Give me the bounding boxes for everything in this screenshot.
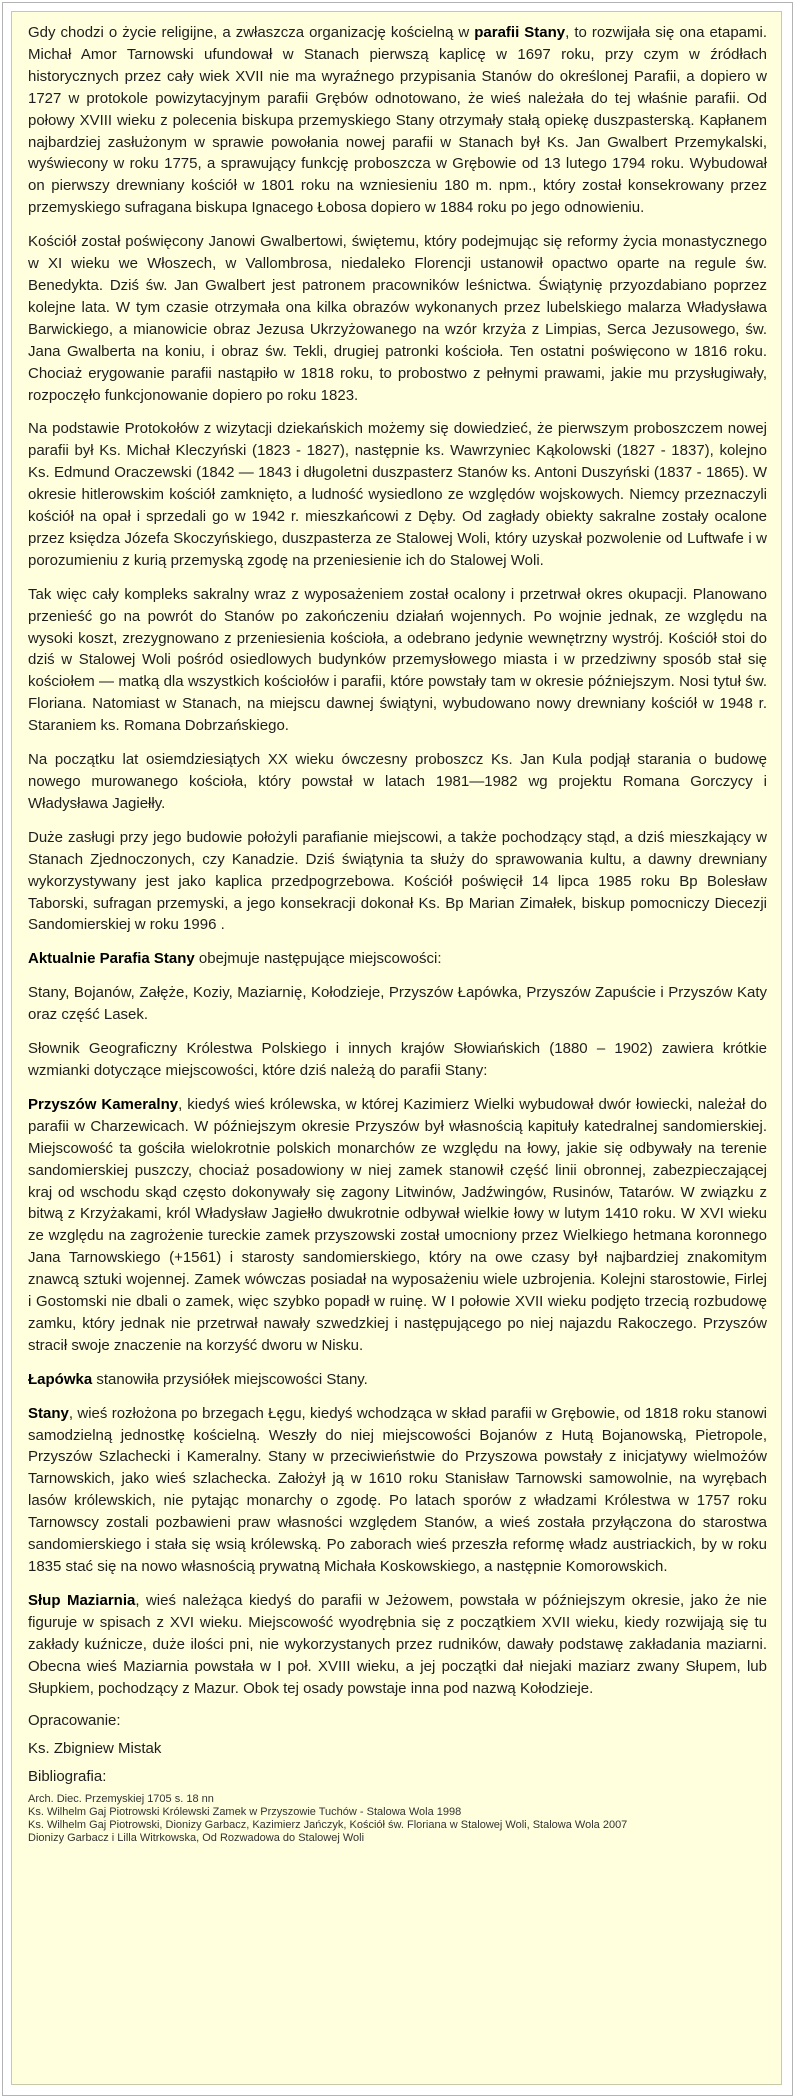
paragraph-localities: Stany, Bojanów, Załęże, Koziy, Maziarnię, Kołodzieje, Przyszów Łapówka, Przyszów Zapuście i Przyszów Katy oraz część Lasek. bbox=[28, 984, 767, 1024]
parish-name-highlight: parafii Stany bbox=[474, 24, 566, 41]
locality-heading-maziarnia: Słup Maziarnia bbox=[28, 1591, 136, 1609]
locality-heading-przyszow: Przyszów Kameralny bbox=[28, 1095, 179, 1113]
paragraph-church-patron: Kościół został poświęcony Janowi Gwalbertowi, świętemu, który podejmując się reformy życia monastycznego w XI wieku we Włoszech, w Vallombrosa, niedaleko Florencji ustanowił opactwo oparte na regule św. Benedykta. Dziś św. Jan Gwalbert jest patronem pracowników leśnictwa. Świątynię przyozdabiano poprzez kolejne lata. W tym czasie otrzymała ona kilka obrazów wykonanych przez lubelskiego malarza Władysława Barwickiego, a mianowicie obraz Jezusa Ukrzyżowanego na wzór krzyża z Limpias, Serca Jezusowego, św. Jana Gwalberta na koniu, i obraz św. Tekli, drugiej patronki kościoła. Ten ostatni poświęcono w 1816 roku. Chociaż erygowanie parafii nastąpiło w 1818 roku, to probostwo z pełnymi prawami, jakie mu przysługiwały, rozpoczęło funkcjonowanie dopiero po roku 1823. bbox=[28, 233, 767, 404]
paragraph-lapowka: Łapówka stanowiła przysiółek miejscowości Stany. bbox=[28, 1370, 368, 1388]
outer-frame bbox=[2, 2, 793, 2096]
paragraph-consecration: Duże zasługi przy jego budowie położyli parafianie miejscowi, a także pochodzący stąd, a dziś mieszkający w Stanach Zjednoczonych, czy Kanadzie. Dziś świątynia ta służy do sprawowania kultu, a dawny drewniany wykorzystywany jest jako kaplica przedpogrzebowa. Kościół poświęcił 14 lipca 1985 roku Bp Bolesław Taborski, sufragan przemyski, a jego konsekracji dokonał Ks. Bp Marian Zimałek, biskup pomocniczy Diecezji Sandomierskiej w roku 1996 . bbox=[28, 828, 767, 934]
bibliography-label: Bibliografia: bbox=[28, 1768, 107, 1786]
current-parish-heading: Aktualnie Parafia Stany bbox=[28, 950, 195, 968]
paragraph-current-parish: Aktualnie Parafia Stany obejmuje następujące miejscowości: bbox=[28, 950, 442, 968]
bibliography-list bbox=[28, 1793, 767, 1845]
paragraph-dictionary: Słownik Geograficzny Królestwa Polskiego i innych krajów Słowiańskich (1880 – 1902) zawiera krótkie wzmianki dotyczące miejscowości, które dziś należą do parafii Stany: bbox=[28, 1040, 767, 1079]
paragraph-stany: Stany, wieś rozłożona po brzegach Łęgu, kiedyś wchodząca w skład parafii w Grębowie, od 1818 roku stanowi samodzielną jednostkę kościelną. Weszły do niej miejscowości Bojanów z Hutą Bojanowską, Pietropole, Przyszów Szlachecki i Kameralny. Stany w przeciwieństwie do Przyszowa powstały z inicjatywy wielmożów Tarnowskich, jako wieś szlachecka. Założył ją w 1610 roku Stanisław Tarnowski samowolnie, na wyrębach lasów królewskich, nie pytając monarchy o zgodę. Po latach sporów z władzami Królestwa w 1757 roku Tarnowscy zostali pozbawieni praw własności względem Stanów, a wieś została przyłączona do starostwa sandomierskiego i stała się wsią królewską. Po zaborach wieś przeszła reformę władz austriackich, by w roku 1835 stać się na nowo własnością prywatną Michała Koskowskiego, a następnie Komorowskich. bbox=[28, 1404, 767, 1575]
locality-heading-lapowka: Łapówka bbox=[28, 1370, 93, 1388]
paragraph-history-intro: Gdy chodzi o życie religijne, a zwłaszcza organizację kościelną w parafii Stany, to rozwijała się ona etapami. Michał Amor Tarnowski ufundował w Stanach pierwszą kaplicę w 1697 roku, przy czym w źródłach historycznych przez cały wiek XVII nie ma wyraźnego przypisania Stanów do określonej Parafii, a dopiero w 1727 w protokole powizytacyjnym parafii Grębów odnotowano, że wieś należała do tej właśnie parafii. Od połowy XVIII wieku z polecenia biskupa przemyskiego Stany otrzymały stałą opiekę duszpasterską. Kapłanem najbardziej zasłużonym w sprawie powołania nowej parafii w Stanach był Ks. Jan Gwalbert Przemykalski, wyświecony w roku 1775, a sprawujący funkcję proboszcza w Grębowie od 13 lutego 1794 roku. Wybudował on pierwszy drewniany kościół w 1801 roku na wzniesieniu 180 m. npm., który został konsekrowany przez przemyskiego sufragana biskupa Ignacego Łobosa dopiero w 1884 roku po jego odnowieniu. bbox=[28, 24, 767, 217]
article-panel bbox=[11, 11, 782, 2085]
prepared-by-label: Opracowanie: bbox=[28, 1712, 121, 1730]
paragraph-occupation: Tak więc cały kompleks sakralny wraz z wyposażeniem został ocalony i przetrwał okres okupacji. Planowano przenieść go na powrót do Stanów po zakończeniu działań wojennych. Po wojnie jednak, ze względu na wysoki koszt, zrezygnowano z przeniesienia kościoła, a odebrano jedynie wewnętrzny wystrój. Kościół stoi do dziś w Stalowej Woli pośród osiedlowych budynków przemysłowego miasta i w przedziwny sposób stał się kościołem — matką dla wszystkich kościołów i parafii, które powstały tam w okresie późniejszym. Nosi tytuł św. Floriana. Natomiast w Stanach, na miejscu dawnej świątyni, wybudowano nowy drewniany kościół w 1948 r. Staraniem ks. Romana Dobrzańskiego. bbox=[28, 585, 767, 735]
bibliography-entry: Ks. Wilhelm Gaj Piotrowski, Dionizy Garbacz, Kazimierz Jańczyk, Kościół św. Floriana w Stalowej Woli, Stalowa Wola 2007 bbox=[28, 1819, 628, 1832]
paragraph-pastors: Na podstawie Protokołów z wizytacji dziekańskich możemy się dowiedzieć, że pierwszym proboszczem nowej parafii był Ks. Michał Kleczyński (1823 - 1827), następnie ks. Wawrzyniec Kąkolowski (1827 - 1837), kolejno Ks. Edmund Oraczewski (1842 — 1843 i długoletni duszpasterz Stanów ks. Antoni Duszyński (1837 - 1865). W okresie hitlerowskim kościół zamknięto, a ludność wysiedlono ze względów wojskowych. Niemcy przeznaczyli kościół na opał i sprzedali go w 1942 r. mieszkańcowi z Dęby. Od zagłady obiekty sakralne zostały ocalone przez księdza Józefa Skoczyńskiego, duszpasterza ze Stalowej Woli, który uzyskał pozwolenie od Luftwafe i w porozumieniu z kurią przemyską zgodę na przeniesienie ich do Stalowej Woli. bbox=[28, 420, 767, 569]
bibliography-entry: Arch. Diec. Przemyskiej 1705 s. 18 nn bbox=[28, 1793, 214, 1806]
paragraph-new-church: Na początku lat osiemdziesiątych XX wieku ówczesny proboszcz Ks. Jan Kula podjął starania o budowę nowego murowanego kościoła, który powstał w latach 1981—1982 wg projektu Romana Gorczycy i Władysława Jagiełły. bbox=[28, 751, 767, 812]
paragraph-slup-maziarnia: Słup Maziarnia, wieś należąca kiedyś do parafii w Jeżowem, powstała w późniejszym okresie, jako że nie figuruje w spisach z XVI wieku. Miejscowość wyodrębnia się z początkiem XVII wieku, kiedy rozwijają się tu zakłady kuźnicze, duże ilości pni, nie wykorzystanych przez rudników, dawały podstawę zakładania maziarni. Obecna wieś Maziarnia powstała w I poł. XVIII wieku, a jej początki dał niejaki maziarz zwany Słupem, lub Słupkiem, pochodzący z Mazur. Obok tej osady powstaje inna pod nazwą Kołodzieje. bbox=[28, 1591, 767, 1697]
paragraph-przyszow-kameralny: Przyszów Kameralny, kiedyś wieś królewska, w której Kazimierz Wielki wybudował dwór łowiecki, należał do parafii w Charzewicach. W późniejszym okresie Przyszów był własnością kapituły katedralnej sandomierskiej. Miejscowość ta gościła wielokrotnie polskich monarchów ze względu na łowy, jakie się odbywały na terenie sandomierskiej puszczy, chociaż posadowiony w niej zamek stanowił część linii obronnej, zabezpieczającej kraj od wschodu skąd często dokonywały się zagony Litwinów, Jadźwingów, Rusinów, Tatarów. W związku z bitwą z Krzyżakami, król Władysław Jagiełło dwukrotnie odbywał wielkie łowy w lutym 1410 roku. W XVI wieku ze względu na zagrożenie tureckie zamek przyszowski został umocniony przez Wielkiego hetmana koronnego Jana Tarnowskiego (+1561) i starosty sandomierskiego, który na owe czasy był najbardziej znakomitym znawcą sztuki wojennej. Zamek wówczas posiadał na wyposażeniu wiele uzbrojenia. Kolejni starostowie, Firlej i Gostomski nie dbali o zamek, więc szybko popadł w ruinę. W I połowie XVII wieku podjęto trzecią rozbudowę zamku, który jednak nie przetrwał nawały szwedzkiej i następującego po niej najazdu Rakoczego. Przyszów stracił swoje znaczenie na korzyść dworu w Nisku. bbox=[28, 1095, 767, 1354]
bibliography-entry: Dionizy Garbacz i Lilla Witrkowska, Od Rozwadowa do Stalowej Woli bbox=[28, 1832, 365, 1845]
locality-heading-stany: Stany bbox=[28, 1404, 69, 1422]
author-name: Ks. Zbigniew Mistak bbox=[28, 1740, 162, 1758]
bibliography-entry: Ks. Wilhelm Gaj Piotrowski Królewski Zamek w Przyszowie Tuchów - Stalowa Wola 1998 bbox=[28, 1806, 462, 1819]
